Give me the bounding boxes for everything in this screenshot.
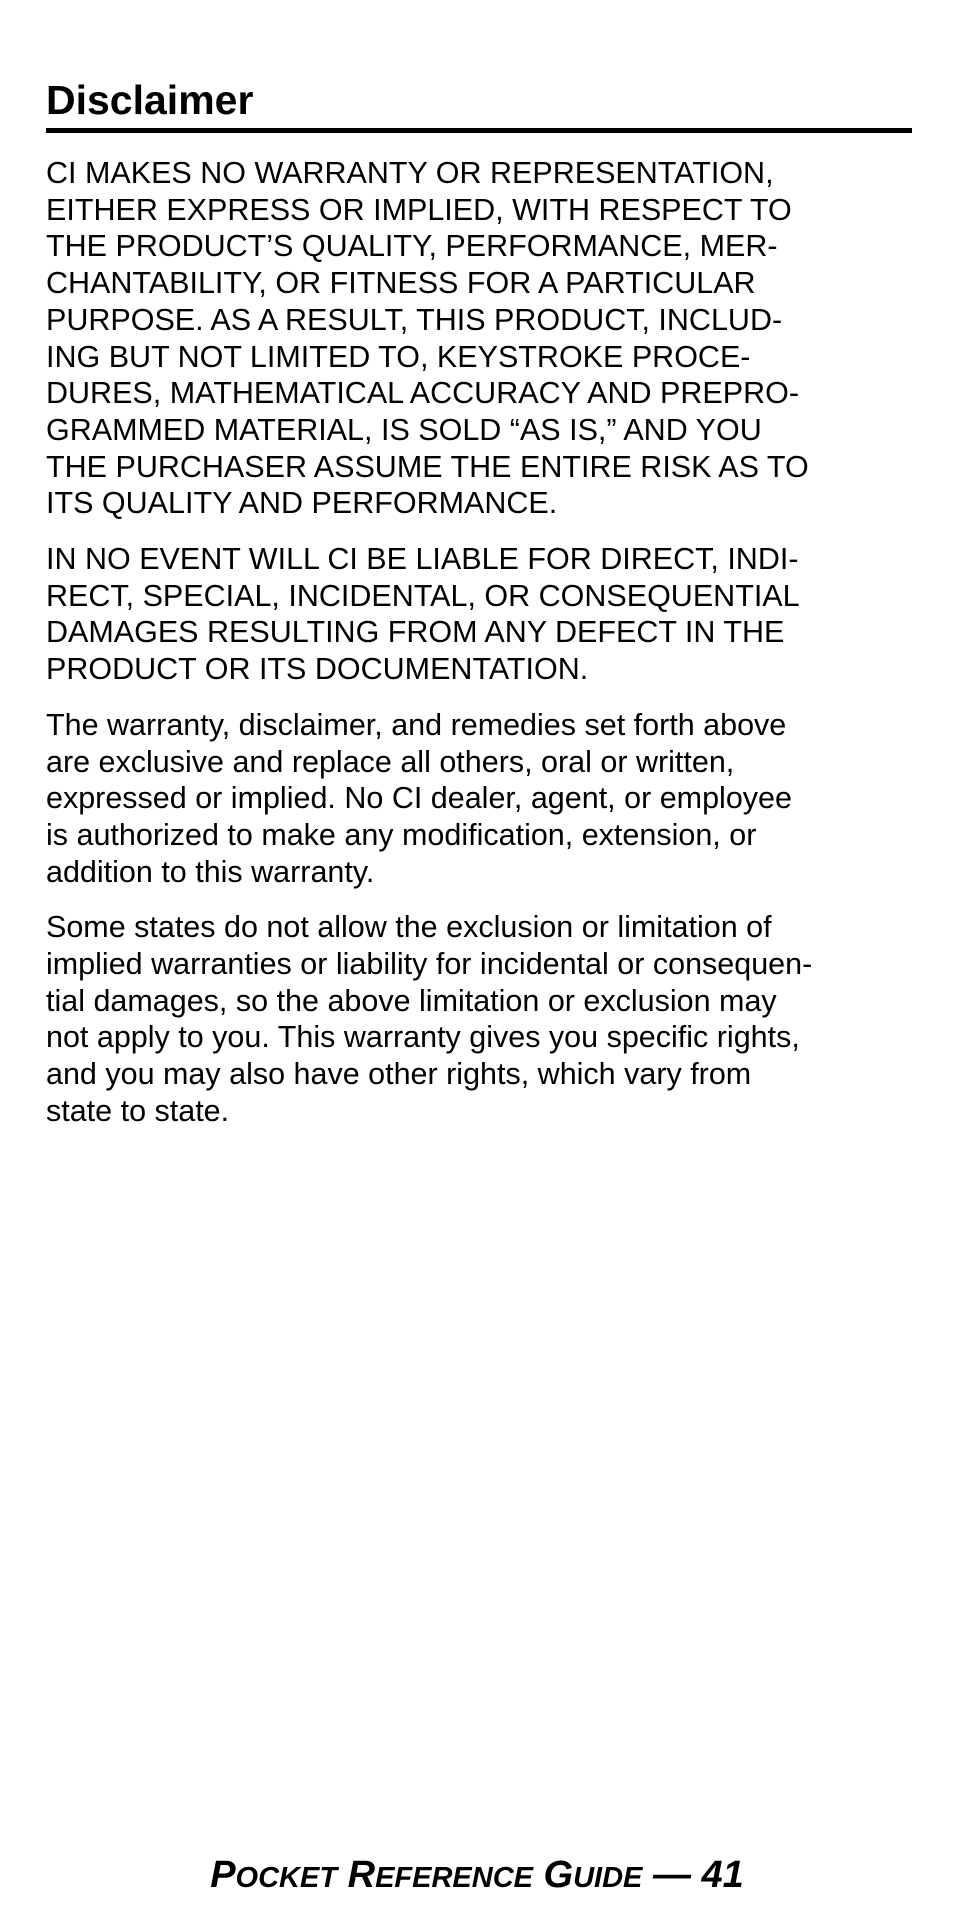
paragraph-warranty xyxy=(46,155,912,522)
footer-text: EFERENCE xyxy=(375,1862,533,1894)
page-number: — 41 xyxy=(652,1854,744,1896)
footer-text: UIDE xyxy=(573,1862,643,1894)
text-line: state to state. xyxy=(46,1093,230,1128)
text-line: GRAMMED MATERIAL, IS SOLD “AS IS,” AND YOU xyxy=(46,412,762,447)
text-line: Some states do not allow the exclusion or limitation of xyxy=(46,910,772,945)
text-line: implied warranties or liability for incidental or consequen- xyxy=(46,947,813,982)
text-line: PURPOSE. AS A RESULT, THIS PRODUCT, INCLUD- xyxy=(46,302,783,337)
text-line: CHANTABILITY, OR FITNESS FOR A PARTICULAR xyxy=(46,266,756,301)
paragraph-exclusive-remedies xyxy=(46,707,912,891)
text-line: tial damages, so the above limitation or exclusion may xyxy=(46,983,777,1018)
text-line: addition to this warranty. xyxy=(46,854,375,889)
text-line: RECT, SPECIAL, INCIDENTAL, OR CONSEQUENTIAL xyxy=(46,578,800,613)
footer-text: P xyxy=(210,1854,236,1896)
text-line: EITHER EXPRESS OR IMPLIED, WITH RESPECT TO xyxy=(46,192,792,227)
page-title: Disclaimer xyxy=(46,76,912,133)
text-line: is authorized to make any modification, extension, or xyxy=(46,817,757,852)
page-footer xyxy=(0,1852,954,1901)
text-line: THE PRODUCT’S QUALITY, PERFORMANCE, MER- xyxy=(46,229,778,264)
paragraph-state-rights xyxy=(46,909,912,1129)
footer-text: R xyxy=(347,1854,376,1896)
text-line: The warranty, disclaimer, and remedies set forth above xyxy=(46,707,787,742)
text-line: ITS QUALITY AND PERFORMANCE. xyxy=(46,486,558,521)
text-line: ING BUT NOT LIMITED TO, KEYSTROKE PROCE- xyxy=(46,339,751,374)
disclaimer-page xyxy=(46,76,912,1130)
footer-text: OCKET xyxy=(235,1862,338,1894)
text-line: not apply to you. This warranty gives you specific rights, xyxy=(46,1020,800,1055)
text-line: are exclusive and replace all others, oral or written, xyxy=(46,744,735,779)
text-line: IN NO EVENT WILL CI BE LIABLE FOR DIRECT, INDI- xyxy=(46,542,799,577)
paragraph-liability xyxy=(46,541,912,688)
text-line: CI MAKES NO WARRANTY OR REPRESENTATION, xyxy=(46,156,774,190)
text-line: and you may also have other rights, which vary from xyxy=(46,1057,752,1092)
text-line: DURES, MATHEMATICAL ACCURACY AND PREPRO- xyxy=(46,376,800,411)
text-line: expressed or implied. No CI dealer, agent, or employee xyxy=(46,781,792,816)
footer-text: G xyxy=(543,1854,574,1896)
text-line: THE PURCHASER ASSUME THE ENTIRE RISK AS TO xyxy=(46,449,809,484)
text-line: DAMAGES RESULTING FROM ANY DEFECT IN THE xyxy=(46,615,785,650)
text-line: PRODUCT OR ITS DOCUMENTATION. xyxy=(46,652,589,687)
